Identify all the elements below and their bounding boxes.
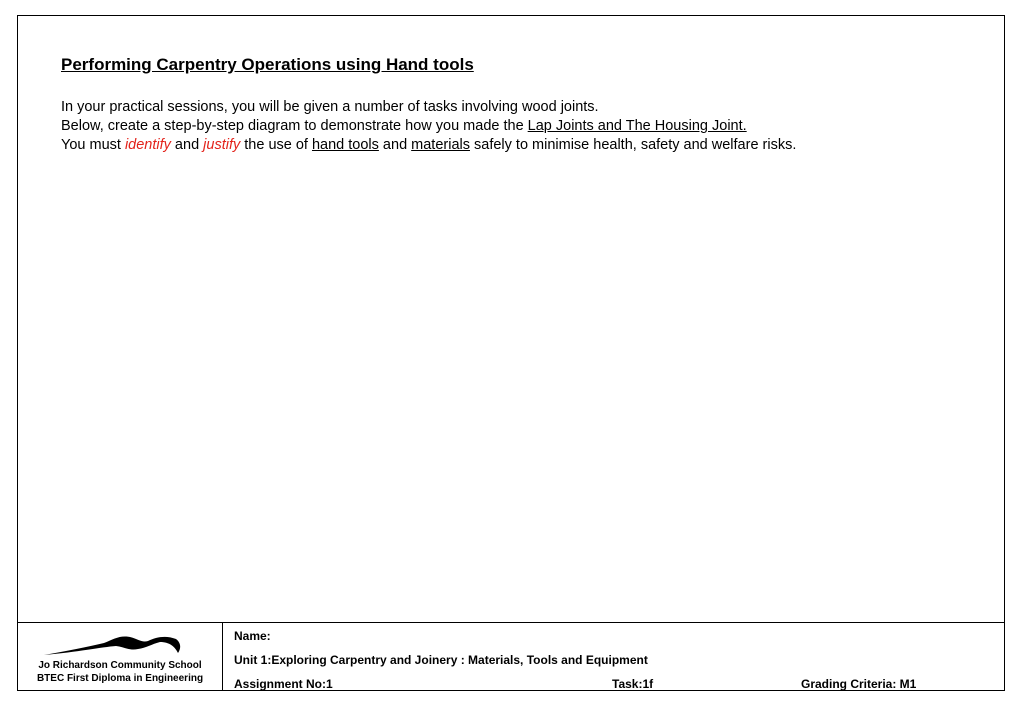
instructions-section	[61, 54, 991, 155]
justify-emphasis: justify	[203, 137, 241, 153]
intro-line-1: In your practical sessions, you will be given a number of tasks involving wood joints.	[61, 99, 599, 115]
hand-tools-underlined: hand tools	[311, 137, 379, 153]
intro-line-2-text: Below, create a step-by-step diagram to demonstrate how you made the	[61, 118, 528, 134]
page-frame	[17, 15, 1005, 691]
line3-text-1: You must	[61, 137, 125, 153]
footer-table	[18, 622, 1004, 691]
line3-text-4: and	[378, 137, 412, 153]
intro-line-2	[61, 117, 991, 136]
page-title: Performing Carpentry Operations using Hand tools	[61, 55, 474, 74]
assignment-number: Assignment No:1	[234, 677, 333, 691]
line3-text-2: and	[170, 137, 204, 153]
grading-criteria: Grading Criteria: M1	[801, 677, 917, 691]
task-number: Task:1f	[612, 677, 654, 691]
joints-underlined: Lap Joints and The Housing Joint.	[527, 118, 747, 134]
intro-line-3	[61, 136, 991, 155]
school-logo-cell	[18, 623, 223, 691]
materials-underlined: materials	[411, 137, 470, 153]
unit-title: Unit 1:Exploring Carpentry and Joinery : Materials, Tools and Equipment	[234, 653, 648, 667]
name-label: Name:	[234, 629, 271, 643]
identify-emphasis: identify	[124, 137, 171, 153]
bird-logo-icon	[42, 633, 182, 659]
line3-text-5: safely to minimise health, safety and welfare risks.	[469, 137, 797, 153]
line3-text-3: the use of	[240, 137, 312, 153]
school-name: Jo Richardson Community School	[38, 660, 202, 671]
course-name: BTEC First Diploma in Engineering	[36, 673, 204, 684]
